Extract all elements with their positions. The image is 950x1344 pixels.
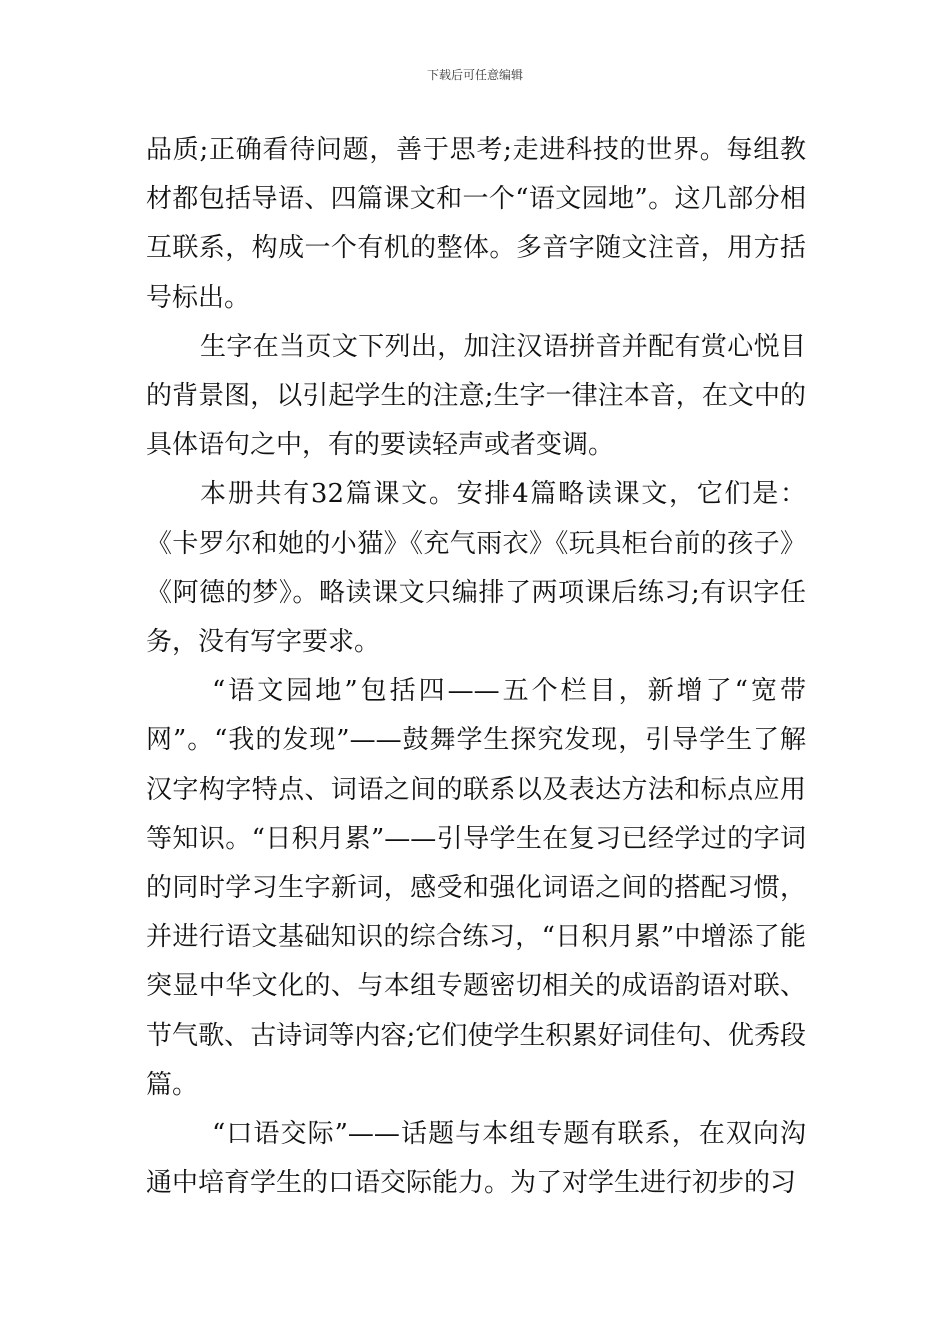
paragraph-5: “口语交际”——话题与本组专题有联系，在双向沟通中培育学生的口语交际能力。为了对学生进行初步的习	[146, 1119, 806, 1199]
paragraph-4: “语文园地”包括四——五个栏目，新增了“宽带网”。“我的发现”——鼓舞学生探究发现，引导学生了解汉字构字特点、词语之间的联系以及表达方法和标点应用等知识。“日积月累”——引导学生在复习已经学过的字词的同时学习生字新词，感受和强化词语之间的搭配习惯，并进行语文基础知识的综合练习，“日积月累”中增添了能突显中华文化的、与本组专题密切相关的成语韵语对联、节气歌、古诗词等内容;它们使学生积累好词佳句、优秀段篇。	[146, 676, 806, 1100]
paragraph-1: 品质;正确看待问题，善于思考;走进科技的世界。每组教材都包括导语、四篇课文和一个“语文园地”。这几部分相互联系，构成一个有机的整体。多音字随文注音，用方括号标出。	[146, 135, 806, 313]
paragraph-2: 生字在当页文下列出，加注汉语拼音并配有赏心悦目的背景图，以引起学生的注意;生字一律注本音，在文中的具体语句之中，有的要读轻声或者变调。	[146, 331, 806, 461]
document-body	[146, 126, 806, 1208]
paragraph-3: 本册共有32篇课文。安排4篇略读课文，它们是：《卡罗尔和她的小猫》《充气雨衣》《玩具柜台前的孩子》《阿德的梦》。略读课文只编排了两项课后练习;有识字任务，没有写字要求。	[146, 479, 806, 658]
page-header: 下载后可任意编辑	[426, 68, 523, 82]
